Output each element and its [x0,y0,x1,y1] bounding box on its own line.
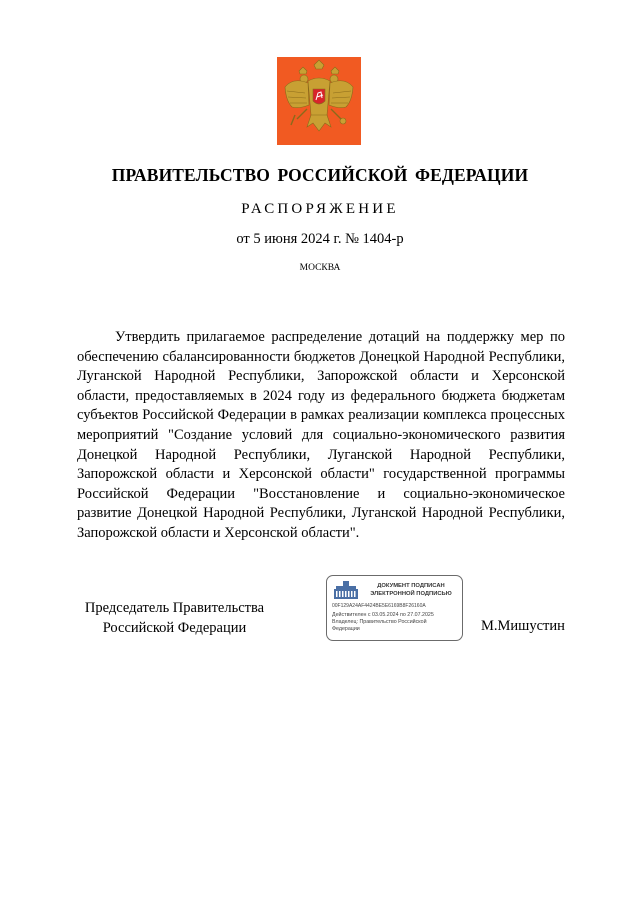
document-city: МОСКВА [299,263,341,273]
stamp-owner: Владелец: Правительство Российской Федерации [332,619,427,632]
document-type: РАСПОРЯЖЕНИЕ [241,201,399,217]
order-paragraph: Утвердить прилагаемое распределение дотаций на поддержку мер по обеспечению сбалансированности бюджетов Донецкой Народной Республики, Луганской Народной Республики, Запорожской области и Херсонской области, предоставляемых в 2024 году из федерального бюджета бюджетам субъектов Российской Федерации в рамках реализации комплекса процессных мероприятий "Создание условий для социально-экономического развития Донецкой Народной Республики, Луганской Народной Республики, Запорожской области и Херсонской области" государственной программы Российской Федерации "Восстановление и социально-экономическое развитие Донецкой Народной Республики, Луганской Народной Республики, Запорожской области и Херсонской области". [77,329,565,541]
stamp-validity: Действителен с 03.05.2024 по 27.07.2025 [332,612,434,618]
stamp-certificate: 00F129A24AF4424BE5E6169B8F26160A [332,603,426,609]
signer-title-line-2: Российской Федерации [102,619,247,636]
signer-name: М.Мишустин [481,618,565,634]
coat-of-arms-icon [277,57,361,145]
stamp-heading-line-2: ЭЛЕКТРОННОЙ ПОДПИСЬЮ [370,590,452,597]
signer-title [62,599,287,638]
document-date-number: от 5 июня 2024 г. № 1404-р [236,231,404,247]
stamp-heading [363,583,459,598]
government-building-icon [332,580,360,600]
coat-of-arms-emblem [277,57,361,145]
stamp-heading-line-1: ДОКУМЕНТ ПОДПИСАН [377,583,445,589]
signer-title-line-1: Председатель Правительства [84,600,265,616]
government-title: ПРАВИТЕЛЬСТВО РОССИЙСКОЙ ФЕДЕРАЦИИ [111,165,529,185]
e-signature-stamp [326,575,463,641]
